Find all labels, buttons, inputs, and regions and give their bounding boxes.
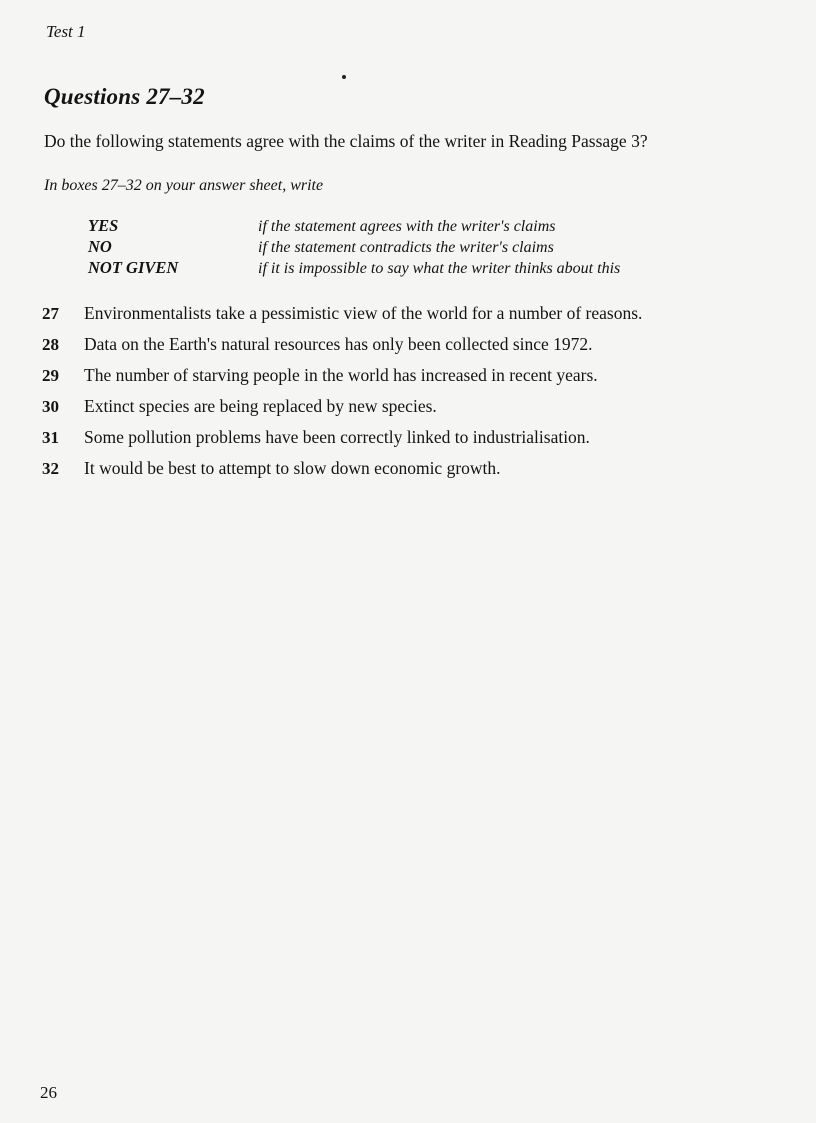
legend-description: if the statement agrees with the writer's claims: [258, 218, 556, 235]
question-text: Extinct species are being replaced by new species.: [84, 396, 437, 416]
scan-speck: [342, 75, 346, 79]
question-text: Data on the Earth's natural resources has only been collected since 1972.: [84, 334, 593, 354]
running-header: Test 1: [46, 22, 86, 41]
answer-key-legend: [88, 216, 748, 279]
legend-row: [88, 237, 748, 258]
question-number: 28: [42, 335, 59, 354]
legend-key: YES: [88, 216, 119, 235]
question-item: [42, 365, 762, 396]
question-item: [42, 303, 762, 334]
question-text: Some pollution problems have been correctly linked to industrialisation.: [84, 427, 590, 447]
question-item: [42, 396, 762, 427]
question-number: 31: [42, 428, 59, 447]
question-text: The number of starving people in the world has increased in recent years.: [84, 365, 598, 385]
legend-row: [88, 216, 748, 237]
legend-key: NOT GIVEN: [88, 258, 179, 277]
legend-row: [88, 258, 748, 279]
page-number: 26: [40, 1083, 57, 1102]
instruction-text: In boxes 27–32 on your answer sheet, write: [44, 177, 324, 194]
question-text: Environmentalists take a pessimistic view of the world for a number of reasons.: [84, 303, 643, 323]
question-number: 30: [42, 397, 59, 416]
intro-text: Do the following statements agree with the claims of the writer in Reading Passage 3?: [44, 131, 648, 151]
question-item: [42, 334, 762, 365]
question-item: [42, 427, 762, 458]
question-number: 32: [42, 459, 59, 478]
legend-key: NO: [88, 237, 112, 256]
legend-description: if it is impossible to say what the writer thinks about this: [258, 260, 621, 277]
question-text: It would be best to attempt to slow down economic growth.: [84, 458, 501, 478]
legend-description: if the statement contradicts the writer's claims: [258, 239, 554, 256]
question-number: 27: [42, 304, 59, 323]
question-number: 29: [42, 366, 59, 385]
question-list: [42, 303, 762, 489]
question-item: [42, 458, 762, 489]
section-heading: Questions 27–32: [44, 84, 205, 109]
